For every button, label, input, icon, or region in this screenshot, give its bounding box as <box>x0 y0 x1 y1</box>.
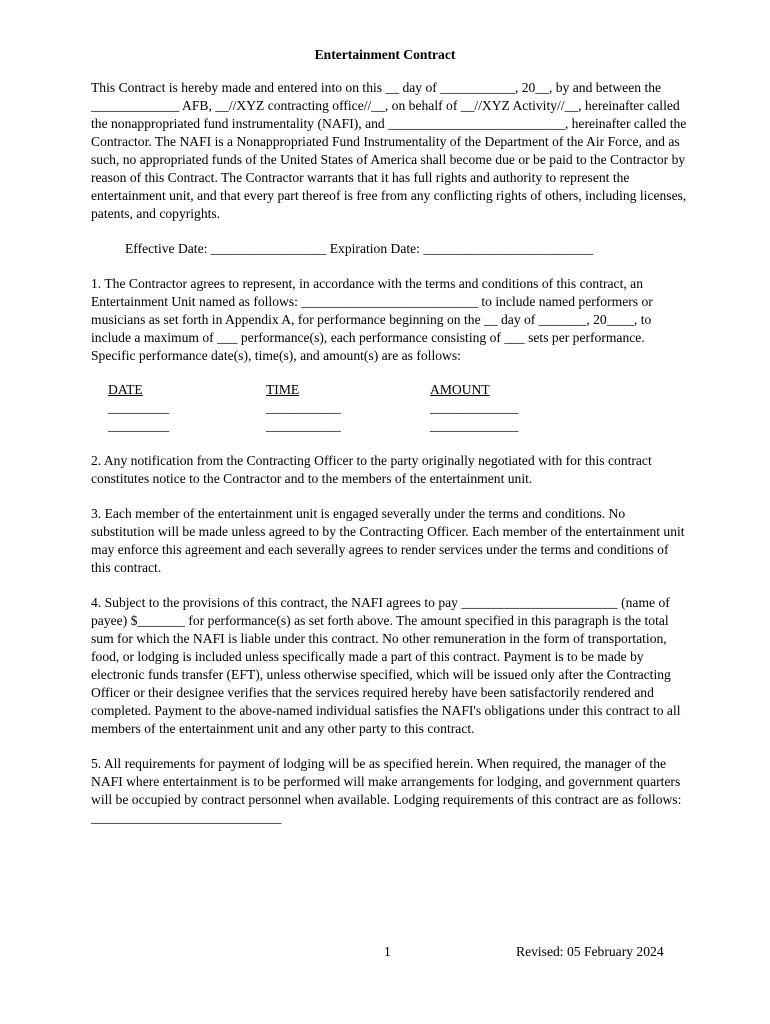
date-blank-2: _________ <box>108 418 170 433</box>
clause-5: 5. All requirements for payment of lodging will be as specified herein. When required, the manager of the NAFI where entertainment is to be performed will make arrangements for lodging, and government quarters will be occupied by contract personnel when available. Lodging requirements of this contract are as follows: ____________________________ <box>91 756 682 825</box>
amount-column <box>430 381 518 435</box>
date-header: DATE <box>108 382 143 397</box>
page-number: 1 <box>384 944 391 959</box>
clause-3: 3. Each member of the entertainment unit is engaged severally under the terms and conditions. No substitution will be made unless agreed to by the Contracting Officer. Each member of the entertainment unit may enforce this agreement and each severally agrees to render services under the terms and conditions of this contract. <box>91 506 685 575</box>
time-header: TIME <box>266 382 300 397</box>
amount-blank-2: _____________ <box>430 418 519 433</box>
performance-schedule <box>91 381 691 431</box>
date-blank-1: _________ <box>108 400 170 415</box>
time-blank-1: ___________ <box>266 400 341 415</box>
contract-page <box>91 46 691 844</box>
effective-expiration-dates: Effective Date: _________________ Expiration Date: _________________________ <box>125 241 594 256</box>
document-title: Entertainment Contract <box>314 47 456 62</box>
time-column <box>266 381 341 435</box>
time-blank-2: ___________ <box>266 418 341 433</box>
intro-paragraph: This Contract is hereby made and entered into on this __ day of ___________, 20__, by and between the _____________ AFB, __//XYZ contracting office//__, on behalf of __//XYZ Activity//__, hereinafter called the nonappropriated fund instrumentality (NAFI), and __________________________, hereinafter called the Contractor. The NAFI is a Nonappropriated Fund Instrumentality of the Department of the Air Force, and as such, no appropriated funds of the United States of America shall become due or be paid to the Contractor by reason of this Contract. The Contractor warrants that it has full rights and authority to represent the entertainment unit, and that every part thereof is free from any conflicting rights of others, including licenses, patents, and copyrights. <box>91 80 687 221</box>
date-column <box>108 381 169 435</box>
clause-1: 1. The Contractor agrees to represent, in accordance with the terms and conditions of this contract, an Entertainment Unit named as follows: __________________________ to include named performers or musicians as set forth in Appendix A, for performance beginning on the __ day of _______, 20____, to include a maximum of ___ performance(s), each performance consisting of ___ sets per performance. Specific performance date(s), time(s), and amount(s) are as follows: <box>91 276 653 363</box>
clause-4: 4. Subject to the provisions of this contract, the NAFI agrees to pay _______________________ (name of payee) $_______ for performance(s) as set forth above. The amount specified in this paragraph is the total sum for which the NAFI is liable under this contract. No other remuneration in the form of transportation, food, or lodging is included unless specifically made a part of this contract. Payment is to be made by electronic funds transfer (EFT), unless otherwise specified, which will be issued only after the Contracting Officer or their designee verifies that the services required hereby have been satisfactorily rendered and completed. Payment to the above-named individual satisfies the NAFI's obligations under this contract to all members of the entertainment unit and any other party to this contract. <box>91 595 681 736</box>
amount-blank-1: _____________ <box>430 400 519 415</box>
clause-2: 2. Any notification from the Contracting Officer to the party originally negotiated with for this contract constitutes notice to the Contractor and to the members of the entertainment unit. <box>91 453 652 486</box>
revision-date: Revised: 05 February 2024 <box>516 944 664 959</box>
amount-header: AMOUNT <box>430 382 490 397</box>
